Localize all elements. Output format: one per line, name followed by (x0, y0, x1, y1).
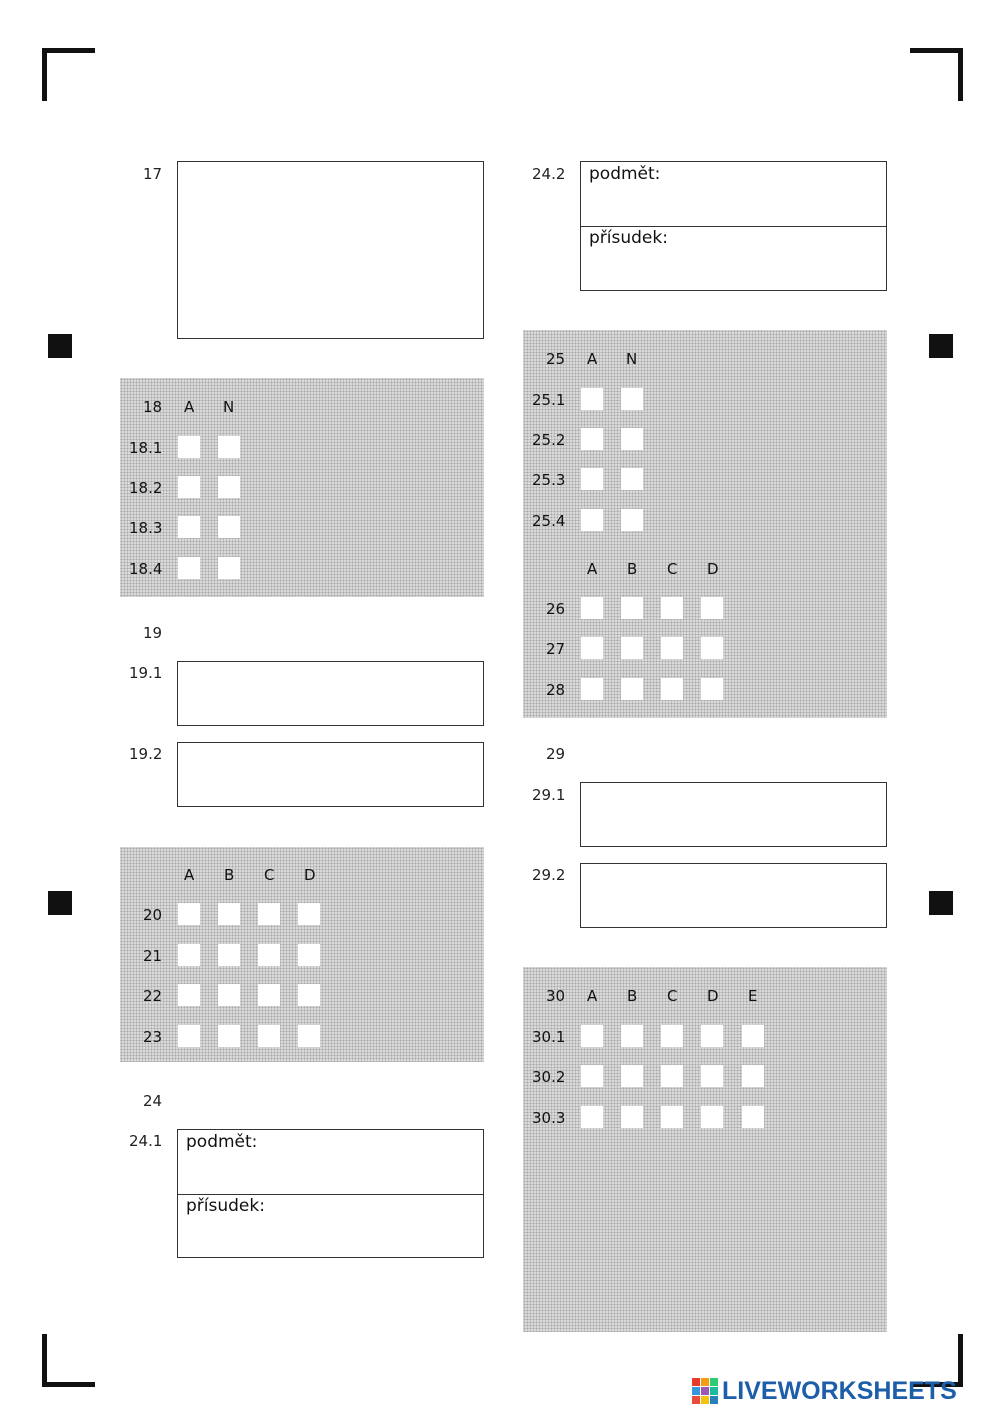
registration-mark (929, 334, 953, 358)
answer-checkbox[interactable] (258, 944, 280, 966)
answer-checkbox[interactable] (298, 984, 320, 1006)
subquestion-number: 29.2 (532, 866, 566, 884)
logo-tile (710, 1396, 718, 1404)
divider (178, 1194, 483, 1195)
answer-checkbox[interactable] (258, 1025, 280, 1047)
question-number: 18 (143, 398, 163, 416)
answer-checkbox[interactable] (258, 903, 280, 925)
logo-tile (710, 1378, 718, 1386)
answer-checkbox[interactable] (218, 984, 240, 1006)
column-header: A (587, 987, 598, 1005)
answer-grid-25-28 (523, 330, 887, 718)
answer-checkbox[interactable] (621, 1106, 643, 1128)
row-label: 18.4 (129, 560, 163, 578)
answer-checkbox[interactable] (178, 944, 200, 966)
answer-checkbox[interactable] (581, 1025, 603, 1047)
answer-box-19-1[interactable] (177, 661, 484, 726)
answer-checkbox[interactable] (661, 1065, 683, 1087)
answer-checkbox[interactable] (621, 1025, 643, 1047)
answer-checkbox[interactable] (621, 597, 643, 619)
row-label: 30.3 (532, 1109, 566, 1127)
answer-box-17[interactable] (177, 161, 484, 339)
row-label: 25.4 (532, 512, 566, 530)
answer-checkbox[interactable] (621, 1065, 643, 1087)
answer-checkbox[interactable] (178, 436, 200, 458)
answer-checkbox[interactable] (661, 1025, 683, 1047)
column-header: A (587, 560, 598, 578)
answer-grid-18 (120, 378, 484, 597)
logo-tile (701, 1396, 709, 1404)
column-header: C (667, 560, 678, 578)
registration-mark (48, 334, 72, 358)
answer-checkbox[interactable] (621, 509, 643, 531)
row-label: 25.2 (532, 431, 566, 449)
column-header: B (627, 987, 638, 1005)
answer-checkbox[interactable] (298, 944, 320, 966)
logo-tile (710, 1387, 718, 1395)
answer-box-24-2[interactable] (580, 161, 887, 291)
logo-tile (701, 1378, 709, 1386)
answer-checkbox[interactable] (621, 468, 643, 490)
answer-checkbox[interactable] (581, 637, 603, 659)
answer-checkbox[interactable] (218, 1025, 240, 1047)
answer-checkbox[interactable] (178, 557, 200, 579)
answer-checkbox[interactable] (661, 597, 683, 619)
answer-checkbox[interactable] (701, 637, 723, 659)
answer-checkbox[interactable] (581, 597, 603, 619)
row-label: 27 (546, 640, 566, 658)
answer-checkbox[interactable] (178, 1025, 200, 1047)
row-label: 25.1 (532, 391, 566, 409)
answer-checkbox[interactable] (178, 984, 200, 1006)
logo-tile (692, 1387, 700, 1395)
row-label: 20 (143, 906, 163, 924)
answer-checkbox[interactable] (581, 468, 603, 490)
corner-mark-bottom-left (42, 1334, 95, 1387)
answer-checkbox[interactable] (298, 903, 320, 925)
logo-tile (701, 1387, 709, 1395)
column-header: D (707, 560, 719, 578)
row-label: 18.1 (129, 439, 163, 457)
column-header: C (667, 987, 678, 1005)
subquestion-number: 19.1 (129, 664, 163, 682)
answer-checkbox[interactable] (581, 1065, 603, 1087)
answer-checkbox[interactable] (742, 1065, 764, 1087)
column-header: B (627, 560, 638, 578)
registration-mark (48, 891, 72, 915)
answer-checkbox[interactable] (621, 388, 643, 410)
answer-checkbox[interactable] (701, 1025, 723, 1047)
logo-tile (692, 1396, 700, 1404)
row-label: 23 (143, 1028, 163, 1046)
row-label: 22 (143, 987, 163, 1005)
answer-checkbox[interactable] (581, 388, 603, 410)
answer-box-29-1[interactable] (580, 782, 887, 847)
row-label: 28 (546, 681, 566, 699)
answer-grid-20-23 (120, 847, 484, 1062)
question-number: 30 (546, 987, 566, 1005)
answer-checkbox[interactable] (621, 428, 643, 450)
row-label: 18.3 (129, 519, 163, 537)
answer-checkbox[interactable] (258, 984, 280, 1006)
row-label: 30.1 (532, 1028, 566, 1046)
row-label: 30.2 (532, 1068, 566, 1086)
answer-checkbox[interactable] (298, 1025, 320, 1047)
subquestion-number: 19.2 (129, 745, 163, 763)
logo-tile (692, 1378, 700, 1386)
answer-box-19-2[interactable] (177, 742, 484, 807)
row-label: 18.2 (129, 479, 163, 497)
question-number: 19 (143, 624, 163, 642)
answer-checkbox[interactable] (178, 903, 200, 925)
answer-checkbox[interactable] (621, 637, 643, 659)
liveworksheets-logo-text: LIVEWORKSHEETS (722, 1376, 957, 1405)
column-header: N (626, 350, 638, 368)
column-header: C (264, 866, 275, 884)
liveworksheets-logo-icon (692, 1378, 718, 1404)
answer-checkbox[interactable] (178, 516, 200, 538)
subquestion-number: 24.1 (129, 1132, 163, 1150)
answer-checkbox[interactable] (661, 637, 683, 659)
liveworksheets-logo (692, 1376, 992, 1406)
answer-checkbox[interactable] (701, 678, 723, 700)
answer-checkbox[interactable] (218, 903, 240, 925)
answer-checkbox[interactable] (218, 436, 240, 458)
answer-checkbox[interactable] (742, 1025, 764, 1047)
answer-checkbox[interactable] (701, 1065, 723, 1087)
answer-checkbox[interactable] (218, 476, 240, 498)
corner-mark-top-left (42, 48, 95, 101)
row-label: 21 (143, 947, 163, 965)
answer-checkbox[interactable] (581, 428, 603, 450)
column-header: A (587, 350, 598, 368)
column-header: N (223, 398, 235, 416)
answer-checkbox[interactable] (581, 1106, 603, 1128)
question-number: 24 (143, 1092, 163, 1110)
column-header: D (304, 866, 316, 884)
answer-checkbox[interactable] (218, 944, 240, 966)
question-number: 29 (546, 745, 566, 763)
registration-mark (929, 891, 953, 915)
column-header: A (184, 866, 195, 884)
answer-box-24-1[interactable] (177, 1129, 484, 1258)
subquestion-number: 29.1 (532, 786, 566, 804)
column-header: D (707, 987, 719, 1005)
divider (581, 226, 886, 227)
predicate-label: přísudek: (186, 1196, 265, 1216)
answer-checkbox[interactable] (621, 678, 643, 700)
answer-checkbox[interactable] (581, 678, 603, 700)
answer-checkbox[interactable] (701, 1106, 723, 1128)
corner-mark-top-right (910, 48, 963, 101)
question-number: 17 (143, 165, 163, 183)
answer-box-29-2[interactable] (580, 863, 887, 928)
answer-checkbox[interactable] (581, 509, 603, 531)
answer-grid-30 (523, 967, 887, 1332)
subject-label: podmět: (589, 164, 661, 184)
answer-checkbox[interactable] (661, 678, 683, 700)
answer-checkbox[interactable] (218, 516, 240, 538)
answer-checkbox[interactable] (218, 557, 240, 579)
subject-label: podmět: (186, 1132, 258, 1152)
question-number: 25 (546, 350, 566, 368)
column-header: A (184, 398, 195, 416)
row-label: 26 (546, 600, 566, 618)
answer-checkbox[interactable] (178, 476, 200, 498)
answer-checkbox[interactable] (742, 1106, 764, 1128)
answer-checkbox[interactable] (661, 1106, 683, 1128)
row-label: 25.3 (532, 471, 566, 489)
answer-checkbox[interactable] (701, 597, 723, 619)
column-header: B (224, 866, 235, 884)
column-header: E (748, 987, 758, 1005)
predicate-label: přísudek: (589, 228, 668, 248)
subquestion-number: 24.2 (532, 165, 566, 183)
